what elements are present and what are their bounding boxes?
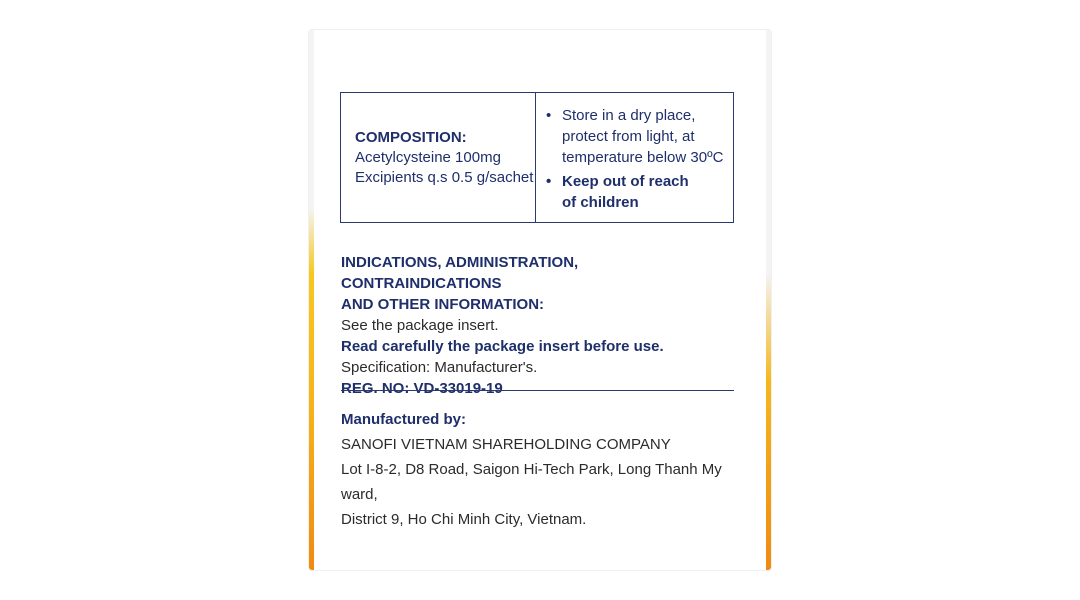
section-divider [341, 390, 734, 391]
manufacturer-address-line1: Lot I-8-2, D8 Road, Saigon Hi-Tech Park, Long Thanh My ward, [341, 461, 722, 503]
information-section [341, 252, 741, 399]
composition-line-active: Acetylcysteine 100mg [355, 149, 501, 166]
storage-line: protect from light, at [562, 128, 695, 145]
info-heading-line1: INDICATIONS, ADMINISTRATION, CONTRAINDICATIONS [341, 254, 579, 292]
warning-line: of children [562, 194, 639, 211]
storage-line: Store in a dry place, [562, 107, 696, 124]
manufacturer-heading: Manufactured by: [341, 411, 467, 428]
package-side-edge-right [766, 30, 771, 570]
storage-item-dry-place [546, 105, 733, 168]
info-heading-line2: AND OTHER INFORMATION: [341, 296, 545, 313]
package-back-panel [309, 30, 771, 570]
read-carefully-text: Read carefully the package insert before use. [341, 338, 664, 355]
bullet-icon: • [546, 107, 552, 124]
manufacturer-section [341, 407, 761, 532]
storage-line: temperature below 30ºC [562, 149, 724, 166]
warning-line: Keep out of reach [562, 173, 689, 190]
composition-storage-table [340, 92, 734, 223]
package-side-edge-left [309, 30, 314, 570]
manufacturer-address-line2: District 9, Ho Chi Minh City, Vietnam. [341, 511, 587, 528]
manufacturer-company: SANOFI VIETNAM SHAREHOLDING COMPANY [341, 436, 671, 453]
see-insert-text: See the package insert. [341, 317, 499, 334]
storage-cell [536, 93, 733, 222]
composition-line-excipients: Excipients q.s 0.5 g/sachet [355, 169, 534, 186]
specification-text: Specification: Manufacturer's. [341, 359, 538, 376]
composition-cell [341, 93, 536, 222]
composition-heading: COMPOSITION: [355, 129, 467, 146]
storage-item-keep-away [546, 171, 733, 213]
registration-number: REG. NO: VD-33019-19 [341, 380, 503, 397]
bullet-icon: • [546, 173, 552, 190]
